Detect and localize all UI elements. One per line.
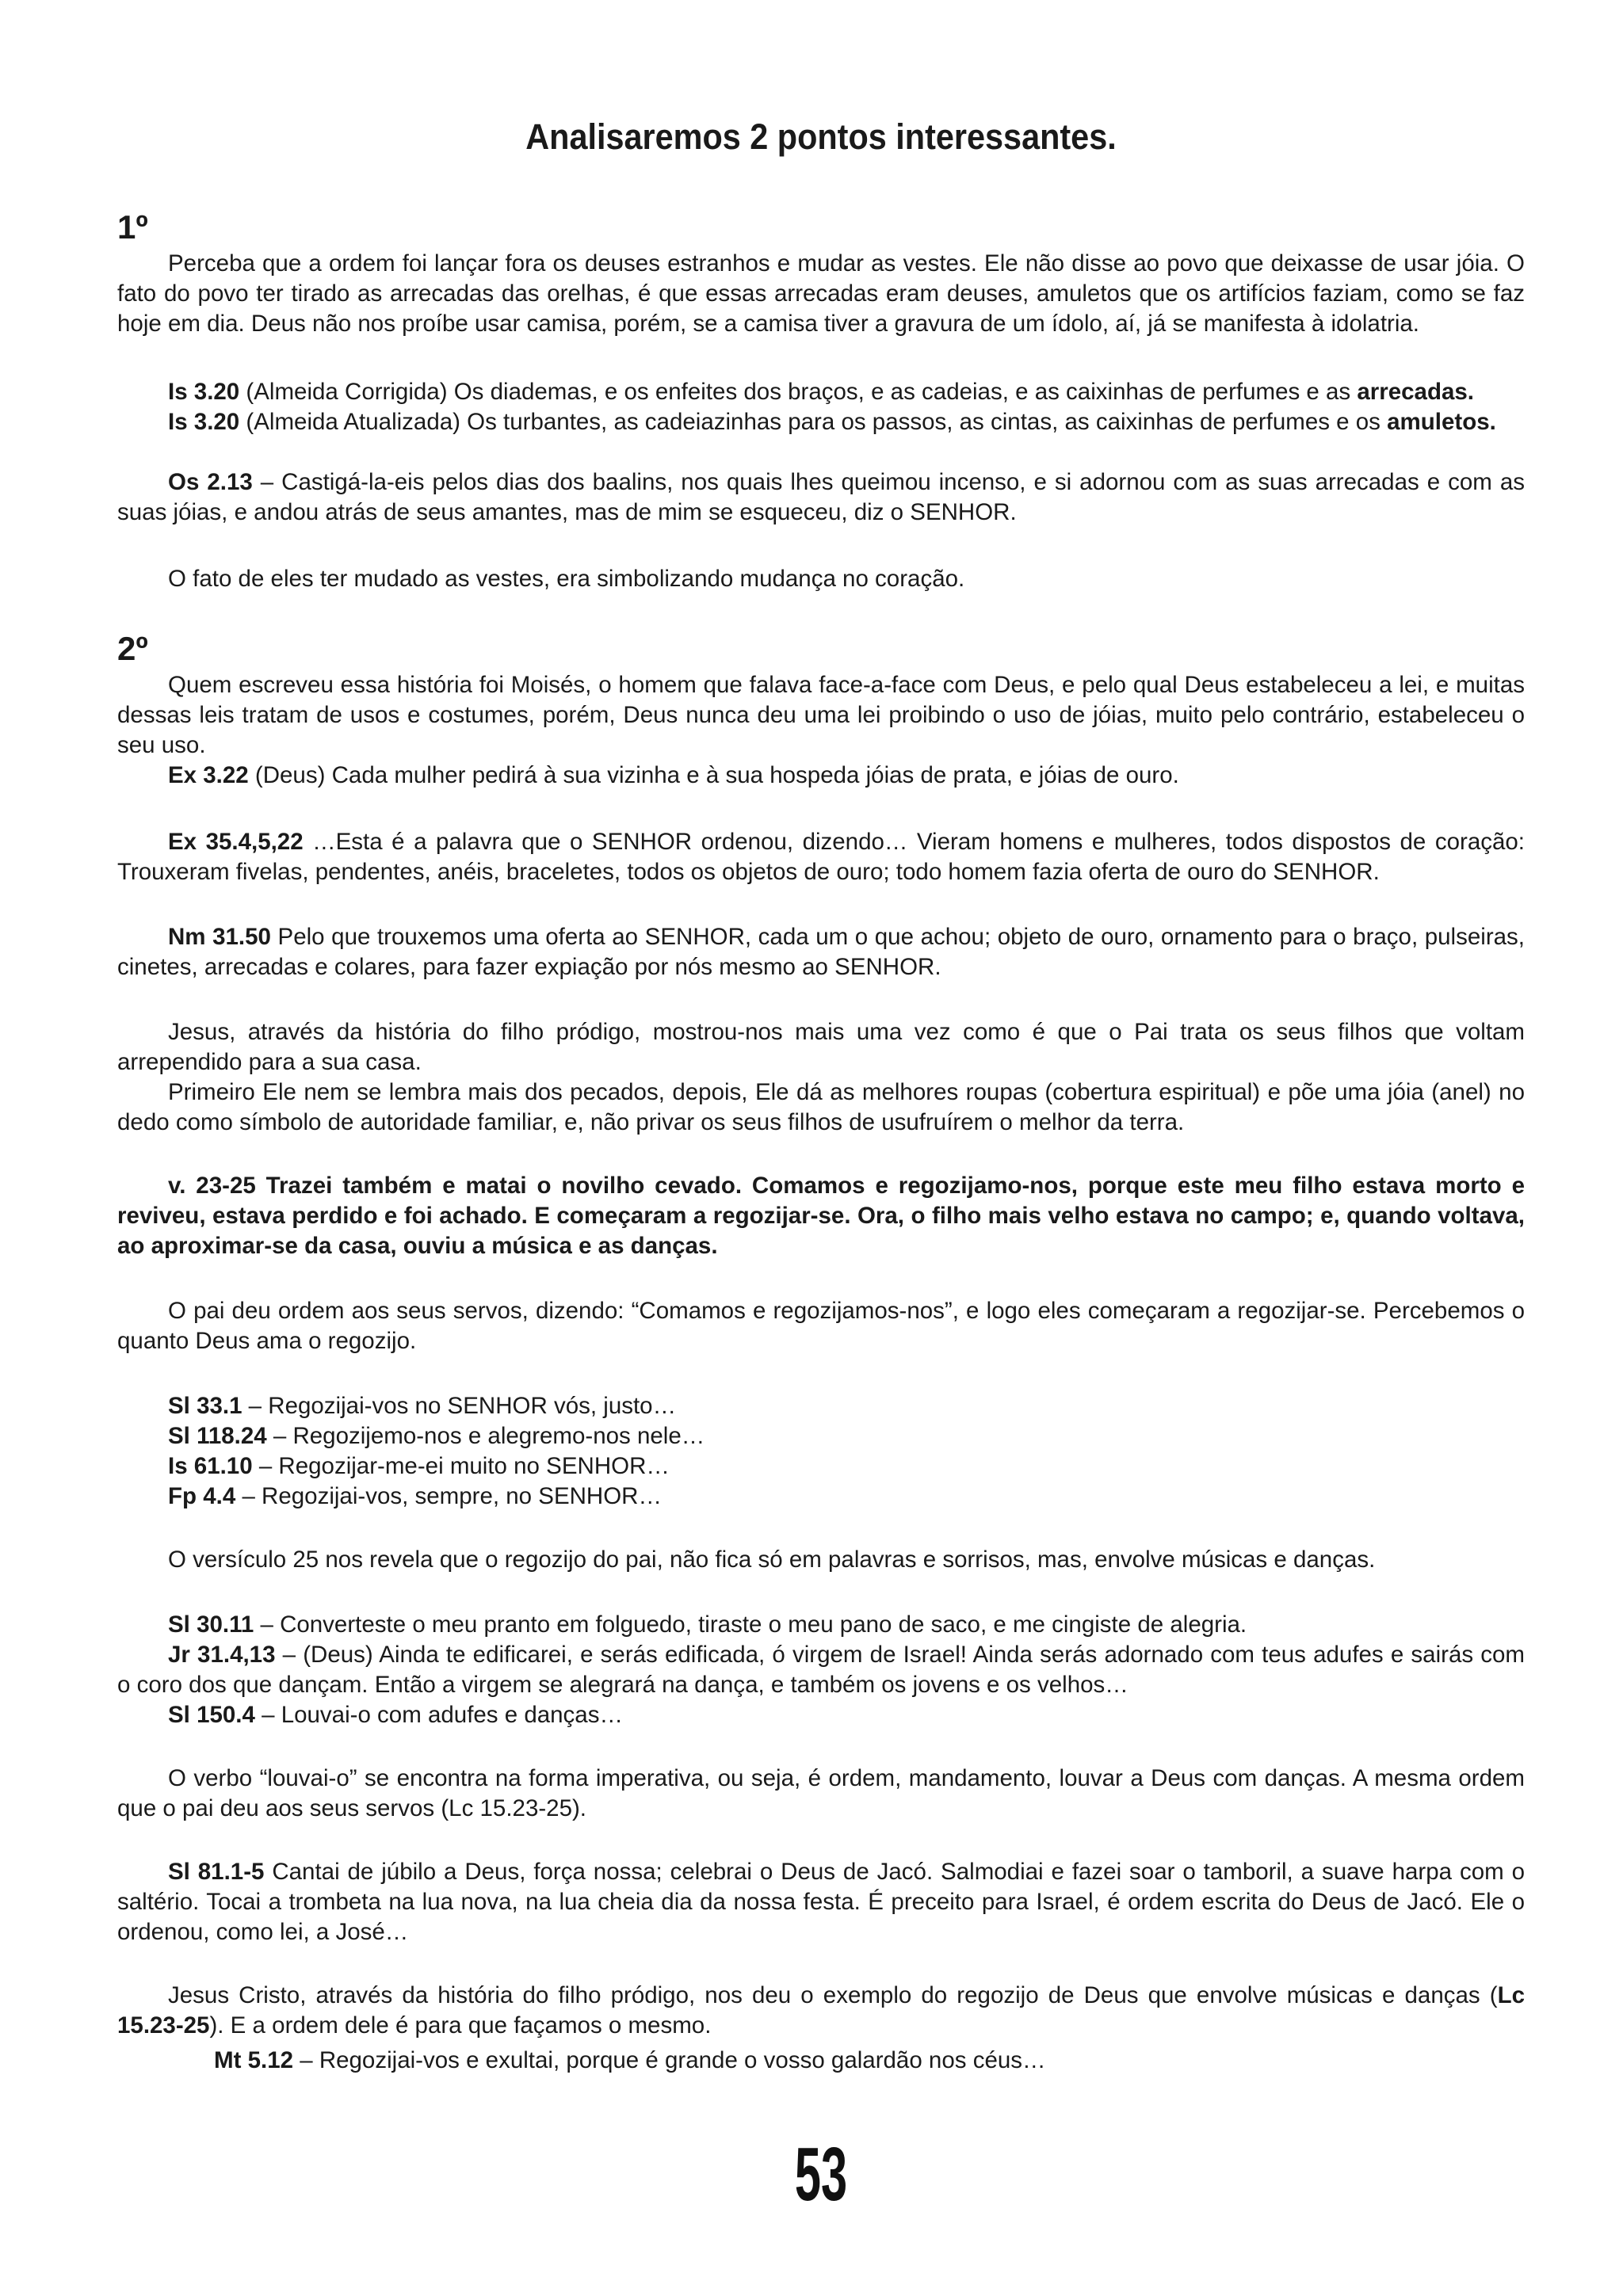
document-page [117, 0, 1525, 2296]
paragraph-7: O versículo 25 nos revela que o regozijo do pai, não fica só em palavras e sorrisos, mas, envolve músicas e danças. [168, 1547, 1376, 1573]
verse-ref: Is 3.20 [168, 409, 240, 435]
verse-ref: Sl 81.1-5 [168, 1859, 265, 1885]
paragraph-8: O verbo “louvai-o” se encontra na forma imperativa, ou seja, é ordem, mandamento, louvar a Deus com danças. A mesma ordem que o pai deu aos seus servos (Lc 15.23-25). [117, 1765, 1525, 1821]
verse-ref: Is 3.20 [168, 379, 240, 405]
verse-nm-31-50 [117, 922, 1525, 982]
verse-ref: Is 61.10 [168, 1453, 253, 1479]
verse-ref: Os 2.13 [168, 469, 253, 495]
page-number: 53 [794, 2132, 848, 2217]
paragraph-3: Quem escreveu essa história foi Moisés, o homem que falava face-a-face com Deus, e pelo qual Deus estabeleceu a lei, e muitas dessas leis tratam de usos e costumes, porém, Deus nunca deu uma lei proibindo o uso de jóias, muito pelo contrário, estabeleceu o seu uso. [117, 672, 1525, 758]
paragraph-4: Jesus, através da história do filho pródigo, mostrou-nos mais uma vez como é que o Pai trata os seus filhos que voltam arrependido para a sua casa. [117, 1019, 1525, 1075]
verse-text: – Regozijai-vos e exultai, porque é grande o vosso galardão nos céus… [293, 2047, 1046, 2073]
verse-text: (Almeida Atualizada) Os turbantes, as cadeiazinhas para os passos, as cintas, as caixinhas de perfumes e os [239, 409, 1388, 435]
verse-text: Pelo que trouxemos uma oferta ao SENHOR, cada um o que achou; objeto de ouro, ornamento para o braço, pulseiras, cinetes, arrecadas e colares, para fazer expiação por nós mesmo ao SENHOR. [117, 924, 1525, 980]
verse-text: – Louvai-o com adufes e danças… [254, 1702, 623, 1728]
verse-is-61-10 [168, 1451, 1525, 1482]
verse-text: – Castigá-la-eis pelos dias dos baalins, nos quais lhes queimou incenso, e si adornou com as suas arrecadas e com as suas jóias, e andou atrás de seus amantes, mas de mim se esqueceu, diz o SENHOR. [117, 469, 1525, 525]
verse-ref: Ex 3.22 [168, 762, 249, 788]
verse-mt-5-12 [214, 2046, 1571, 2076]
verse-ref: Lc 15.23-25 [117, 1982, 1525, 2039]
paragraph-2: O fato de eles ter mudado as vestes, era simbolizando mudança no coração. [168, 566, 965, 592]
verse-text: (Almeida Corrigida) Os diademas, e os enfeites dos braços, e as cadeias, e as caixinhas de perfumes e as [239, 379, 1358, 405]
verse-is-3-20-corrigida [168, 377, 1525, 407]
verse-text: Cantai de júbilo a Deus, força nossa; celebrai o Deus de Jacó. Salmodiai e fazei soar o tamboril, a suave harpa com o saltério. Tocai a trombeta na lua nova, na lua cheia dia da nossa festa. É preceito para Israel, é ordem escrita do Deus de Jacó. Ele o ordenou, como lei, a José… [117, 1859, 1526, 1945]
verse-ref: Sl 150.4 [168, 1702, 255, 1728]
verse-sl-150-4 [168, 1700, 1525, 1730]
verse-ex-35 [117, 827, 1525, 887]
verse-sl-33-1 [168, 1391, 1525, 1421]
verse-ref: Sl 30.11 [168, 1611, 254, 1638]
verse-text: – Converteste o meu pranto em folguedo, tiraste o meu pano de saco, e me cingiste de alegria. [254, 1611, 1247, 1638]
section-heading-2: 2º [117, 630, 148, 667]
verse-ref: Sl 33.1 [168, 1393, 242, 1419]
verse-text: – Regozijai-vos, sempre, no SENHOR… [235, 1483, 662, 1509]
verse-jr-31-4 [117, 1640, 1525, 1700]
page-title: Analisaremos 2 pontos interessantes. [525, 116, 1117, 157]
paragraph-text: Jesus Cristo, através da história do filho pródigo, nos deu o exemplo do regozijo de Deus que envolve músicas e danças ( [168, 1982, 1498, 2008]
paragraph-1: Perceba que a ordem foi lançar fora os deuses estranhos e mudar as vestes. Ele não disse ao povo que deixasse de usar jóia. O fato do povo ter tirado as arrecadas das orelhas, é que essas arrecadas eram deuses, amuletos que os artifícios faziam, como se faz hoje em dia. Deus não nos proíbe usar camisa, porém, se a camisa tiver a gravura de um ídolo, aí, já se manifesta à idolatria. [117, 250, 1525, 337]
verse-text: – Regozijai-vos no SENHOR vós, justo… [242, 1393, 677, 1419]
paragraph-5: Primeiro Ele nem se lembra mais dos pecados, depois, Ele dá as melhores roupas (cobertura espiritual) e põe uma jóia (anel) no dedo como símbolo de autoridade familiar, e, não privar os seus filhos de usufruírem o melhor da terra. [117, 1079, 1525, 1135]
verse-text: (Deus) Cada mulher pedirá à sua vizinha e à sua hospeda jóias de prata, e jóias de ouro. [248, 762, 1179, 788]
verse-os-2-13 [117, 467, 1525, 528]
verse-emphasis: arrecadas. [1357, 379, 1474, 405]
paragraph-text: ). E a ordem dele é para que façamos o mesmo. [209, 2012, 712, 2039]
verse-sl-118-24 [168, 1421, 1525, 1451]
paragraph-6: O pai deu ordem aos seus servos, dizendo: “Comamos e regozijamos-nos”, e logo eles começaram a regozijar-se. Percebemos o quanto Deus ama o regozijo. [117, 1298, 1525, 1354]
verse-ex-3-22 [168, 761, 1525, 791]
verse-text: – (Deus) Ainda te edificarei, e serás edificada, ó virgem de Israel! Ainda serás adornado com teus adufes e sairás com o coro dos que dançam. Então a virgem se alegrará na dança, e também os jovens e os velhos… [117, 1642, 1525, 1698]
verse-text: – Regozijemo-nos e alegremo-nos nele… [266, 1423, 705, 1449]
verse-ref: Ex 35.4,5,22 [168, 829, 304, 855]
verse-ref: Nm 31.50 [168, 924, 271, 950]
verse-v-23-25: v. 23-25 Trazei também e matai o novilho cevado. Comamos e regozijamo-nos, porque este meu filho estava morto e reviveu, estava perdido e foi achado. E começaram a regozijar-se. Ora, o filho mais velho estava no campo; e, quando voltava, ao aproximar-se da casa, ouviu a música e as danças. [117, 1173, 1525, 1259]
verse-text: …Esta é a palavra que o SENHOR ordenou, dizendo… Vieram homens e mulheres, todos dispostos de coração: Trouxeram fivelas, pendentes, anéis, braceletes, todos os objetos de ouro; todo homem fazia oferta de ouro do SENHOR. [117, 829, 1525, 885]
verse-emphasis: amuletos. [1387, 409, 1496, 435]
verse-sl-30-11 [168, 1610, 1525, 1640]
section-heading-1: 1º [117, 208, 148, 246]
paragraph-9 [117, 1981, 1525, 2041]
verse-ref: Fp 4.4 [168, 1483, 236, 1509]
verse-ref: Sl 118.24 [168, 1423, 267, 1449]
verse-text: – Regozijar-me-ei muito no SENHOR… [252, 1453, 670, 1479]
verse-fp-4-4 [168, 1482, 1525, 1512]
verse-ref: Jr 31.4,13 [168, 1642, 276, 1668]
verse-ref: Mt 5.12 [214, 2047, 294, 2073]
verse-is-3-20-atualizada [168, 407, 1525, 437]
verse-sl-81 [117, 1857, 1525, 1947]
